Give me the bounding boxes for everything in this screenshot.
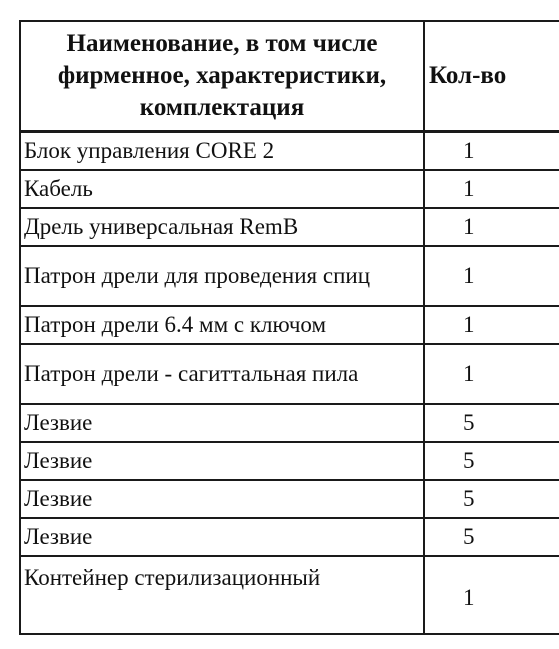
row-name: Дрель универсальная RemB <box>20 208 424 246</box>
row-name: Лезвие <box>20 404 424 442</box>
table-row <box>20 344 559 404</box>
row-qty: 1 <box>424 556 559 634</box>
table-row <box>20 404 559 442</box>
row-name: Контейнер стерилизационный <box>20 556 424 634</box>
header-qty: Кол-во <box>424 21 559 132</box>
table-body <box>20 132 559 635</box>
table-row <box>20 480 559 518</box>
row-name: Кабель <box>20 170 424 208</box>
table-row <box>20 442 559 480</box>
row-qty: 1 <box>424 306 559 344</box>
row-qty: 1 <box>424 170 559 208</box>
row-name: Лезвие <box>20 442 424 480</box>
row-name: Патрон дрели - сагиттальная пила <box>20 344 424 404</box>
table-row <box>20 518 559 556</box>
table-row <box>20 556 559 634</box>
row-qty: 5 <box>424 518 559 556</box>
table-row <box>20 246 559 306</box>
table-row <box>20 306 559 344</box>
row-qty: 1 <box>424 246 559 306</box>
row-qty: 5 <box>424 480 559 518</box>
row-qty: 5 <box>424 442 559 480</box>
row-name: Патрон дрели 6.4 мм с ключом <box>20 306 424 344</box>
row-name: Лезвие <box>20 518 424 556</box>
header-row <box>20 21 559 132</box>
row-name: Блок управления CORE 2 <box>20 132 424 171</box>
row-qty: 1 <box>424 208 559 246</box>
header-name: Наименование, в том числе фирменное, характеристики, комплектация <box>20 21 424 132</box>
row-qty: 1 <box>424 132 559 171</box>
table-header <box>20 21 559 132</box>
row-qty: 5 <box>424 404 559 442</box>
table-row <box>20 132 559 171</box>
equipment-table <box>19 20 559 635</box>
row-name: Патрон дрели для проведения спиц <box>20 246 424 306</box>
row-qty: 1 <box>424 344 559 404</box>
table-row <box>20 170 559 208</box>
row-name: Лезвие <box>20 480 424 518</box>
table-row <box>20 208 559 246</box>
